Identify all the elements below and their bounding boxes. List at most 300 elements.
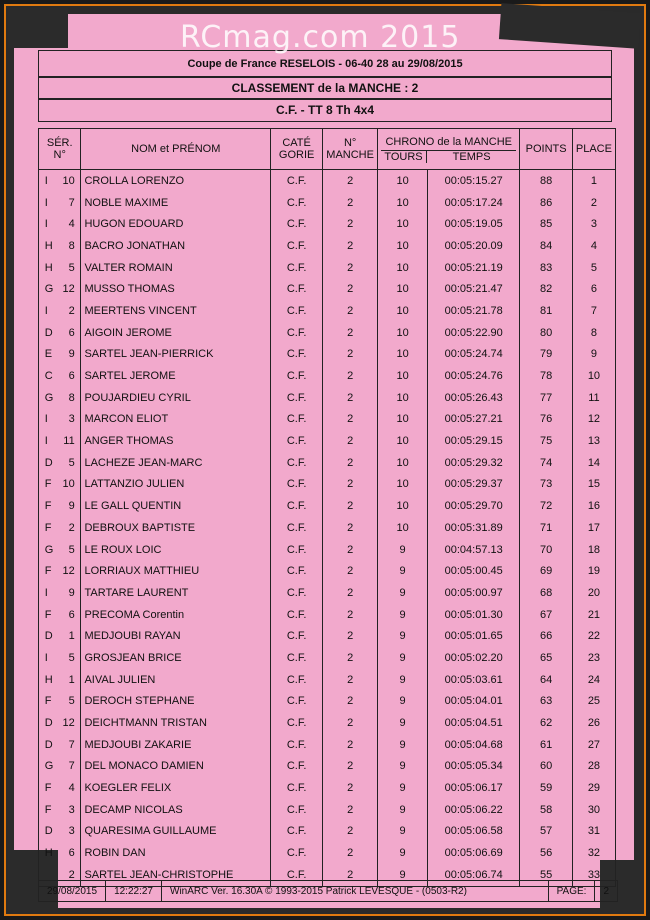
tape-top-left [8, 8, 68, 48]
cell-manche: 2 [323, 213, 378, 235]
cell-temps: 00:05:01.30 [428, 604, 520, 626]
cell-points: 83 [520, 257, 573, 279]
cell-series [39, 322, 81, 344]
cell-cat: C.F. [271, 300, 323, 322]
cell-points: 75 [520, 430, 573, 452]
cell-place: 8 [572, 322, 615, 344]
cell-cat: C.F. [271, 842, 323, 864]
cell-cat: C.F. [271, 452, 323, 474]
cell-series [39, 278, 81, 300]
cell-temps: 00:05:02.20 [428, 647, 520, 669]
series-letter: H [44, 261, 53, 274]
table-row [39, 582, 616, 604]
col-temps: TEMPS [452, 150, 491, 163]
series-number: 8 [68, 239, 75, 252]
cell-manche: 2 [323, 235, 378, 257]
cell-place: 5 [572, 257, 615, 279]
footer-date: 29/08/2015 [39, 881, 106, 901]
cell-points: 66 [520, 625, 573, 647]
table-row [39, 842, 616, 864]
cell-points: 67 [520, 604, 573, 626]
series-letter: I [44, 196, 48, 209]
table-row [39, 344, 616, 366]
cell-temps: 00:05:17.24 [428, 192, 520, 214]
series-letter: D [44, 738, 53, 751]
cell-cat: C.F. [271, 669, 323, 691]
series-letter: D [44, 825, 53, 838]
cell-points: 60 [520, 756, 573, 778]
col-cat: CATÉ GORIE [271, 129, 323, 170]
cell-place: 14 [572, 452, 615, 474]
series-number: 6 [68, 370, 75, 383]
cell-cat: C.F. [271, 539, 323, 561]
table-row [39, 777, 616, 799]
cell-manche: 2 [323, 604, 378, 626]
cell-place: 13 [572, 430, 615, 452]
cell-temps: 00:05:06.69 [428, 842, 520, 864]
cell-tours: 9 [378, 669, 428, 691]
table-row [39, 604, 616, 626]
cell-temps: 00:05:29.32 [428, 452, 520, 474]
cell-series [39, 365, 81, 387]
cell-points: 74 [520, 452, 573, 474]
series-number: 10 [62, 478, 75, 491]
cell-name: AIGOIN JEROME [81, 322, 271, 344]
cell-place: 18 [572, 539, 615, 561]
cell-cat: C.F. [271, 691, 323, 713]
series-letter: F [44, 782, 52, 795]
cell-name: MEDJOUBI RAYAN [81, 625, 271, 647]
cell-temps: 00:05:29.37 [428, 474, 520, 496]
series-letter: I [44, 413, 48, 426]
cell-series [39, 799, 81, 821]
table-row [39, 322, 616, 344]
series-letter: D [44, 717, 53, 730]
category-title: C.F. - TT 8 Th 4x4 [38, 98, 612, 122]
series-letter: F [44, 803, 52, 816]
cell-name: BACRO JONATHAN [81, 235, 271, 257]
cell-name: ANGER THOMAS [81, 430, 271, 452]
cell-points: 73 [520, 474, 573, 496]
cell-name: DECAMP NICOLAS [81, 799, 271, 821]
cell-temps: 00:05:06.17 [428, 777, 520, 799]
cell-temps: 00:05:22.90 [428, 322, 520, 344]
series-letter: D [44, 456, 53, 469]
cell-temps: 00:05:00.97 [428, 582, 520, 604]
cell-manche: 2 [323, 517, 378, 539]
cell-series [39, 582, 81, 604]
cell-place: 19 [572, 560, 615, 582]
cell-series [39, 452, 81, 474]
cell-cat: C.F. [271, 777, 323, 799]
cell-place: 2 [572, 192, 615, 214]
watermark: RCmag.com 2015 [180, 20, 461, 55]
cell-name: SARTEL JEROME [81, 365, 271, 387]
cell-series [39, 625, 81, 647]
cell-manche: 2 [323, 864, 378, 886]
cell-series [39, 842, 81, 864]
cell-manche: 2 [323, 365, 378, 387]
cell-place: 9 [572, 344, 615, 366]
series-letter: F [44, 608, 52, 621]
cell-tours: 10 [378, 300, 428, 322]
series-number: 3 [68, 413, 75, 426]
cell-tours: 10 [378, 322, 428, 344]
cell-place: 33 [572, 864, 615, 886]
cell-series [39, 669, 81, 691]
cell-manche: 2 [323, 821, 378, 843]
series-letter: I [44, 435, 48, 448]
cell-tours: 9 [378, 777, 428, 799]
cell-name: LATTANZIO JULIEN [81, 474, 271, 496]
series-number: 9 [68, 586, 75, 599]
series-letter: G [44, 543, 54, 556]
cell-place: 23 [572, 647, 615, 669]
cell-tours: 10 [378, 430, 428, 452]
series-number: 2 [68, 304, 75, 317]
series-letter: C [44, 370, 53, 383]
cell-points: 59 [520, 777, 573, 799]
cell-series [39, 517, 81, 539]
cell-points: 56 [520, 842, 573, 864]
series-number: 7 [68, 760, 75, 773]
cell-name: POUJARDIEU CYRIL [81, 387, 271, 409]
cell-temps: 00:05:01.65 [428, 625, 520, 647]
col-place: PLACE [572, 129, 615, 170]
cell-tours: 9 [378, 560, 428, 582]
table-row [39, 300, 616, 322]
table-row [39, 517, 616, 539]
cell-cat: C.F. [271, 322, 323, 344]
cell-cat: C.F. [271, 756, 323, 778]
cell-temps: 00:05:24.76 [428, 365, 520, 387]
cell-cat: C.F. [271, 474, 323, 496]
cell-manche: 2 [323, 712, 378, 734]
cell-cat: C.F. [271, 495, 323, 517]
table-row [39, 387, 616, 409]
cell-temps: 00:05:29.70 [428, 495, 520, 517]
cell-name: LACHEZE JEAN-MARC [81, 452, 271, 474]
cell-name: LE ROUX LOIC [81, 539, 271, 561]
table-row [39, 257, 616, 279]
cell-manche: 2 [323, 474, 378, 496]
series-number: 5 [68, 261, 75, 274]
cell-series [39, 734, 81, 756]
series-number: 3 [68, 803, 75, 816]
cell-tours: 9 [378, 799, 428, 821]
col-ser: SÉR. N° [39, 129, 81, 170]
cell-name: DEROCH STEPHANE [81, 691, 271, 713]
cell-tours: 10 [378, 213, 428, 235]
footer [38, 880, 618, 902]
series-letter: I [44, 586, 48, 599]
cell-tours: 10 [378, 344, 428, 366]
cell-place: 30 [572, 799, 615, 821]
series-number: 3 [68, 825, 75, 838]
cell-name: DEICHTMANN TRISTAN [81, 712, 271, 734]
cell-tours: 9 [378, 712, 428, 734]
cell-series [39, 756, 81, 778]
cell-tours: 10 [378, 517, 428, 539]
cell-manche: 2 [323, 192, 378, 214]
event-title: Coupe de France RESELOIS - 06-40 28 au 29/08/2015 [38, 50, 612, 78]
series-letter: F [44, 695, 52, 708]
cell-series [39, 777, 81, 799]
series-number: 10 [62, 174, 75, 187]
cell-tours: 9 [378, 539, 428, 561]
cell-points: 80 [520, 322, 573, 344]
series-letter: F [44, 521, 52, 534]
table-row [39, 495, 616, 517]
cell-series [39, 474, 81, 496]
cell-name: NOBLE MAXIME [81, 192, 271, 214]
table-row [39, 821, 616, 843]
cell-series [39, 344, 81, 366]
series-number: 4 [68, 782, 75, 795]
series-letter: G [44, 760, 54, 773]
cell-manche: 2 [323, 669, 378, 691]
series-number: 6 [68, 847, 75, 860]
cell-cat: C.F. [271, 517, 323, 539]
footer-page-label: PAGE: [549, 881, 596, 901]
cell-place: 17 [572, 517, 615, 539]
series-letter: F [44, 565, 52, 578]
cell-tours: 9 [378, 821, 428, 843]
cell-manche: 2 [323, 842, 378, 864]
cell-cat: C.F. [271, 625, 323, 647]
cell-temps: 00:05:05.34 [428, 756, 520, 778]
series-number: 1 [68, 630, 75, 643]
cell-cat: C.F. [271, 712, 323, 734]
series-number: 7 [68, 738, 75, 751]
cell-tours: 10 [378, 409, 428, 431]
series-letter: D [44, 630, 53, 643]
cell-points: 85 [520, 213, 573, 235]
table-row [39, 235, 616, 257]
cell-tours: 9 [378, 864, 428, 886]
series-number: 12 [62, 717, 75, 730]
series-number: 5 [68, 456, 75, 469]
cell-series [39, 170, 81, 192]
cell-place: 28 [572, 756, 615, 778]
cell-cat: C.F. [271, 604, 323, 626]
cell-name: CROLLA LORENZO [81, 170, 271, 192]
cell-cat: C.F. [271, 170, 323, 192]
cell-place: 25 [572, 691, 615, 713]
cell-manche: 2 [323, 625, 378, 647]
cell-points: 68 [520, 582, 573, 604]
cell-manche: 2 [323, 756, 378, 778]
cell-name: AIVAL JULIEN [81, 669, 271, 691]
cell-series [39, 691, 81, 713]
cell-temps: 00:05:21.47 [428, 278, 520, 300]
series-number: 2 [68, 868, 75, 881]
cell-temps: 00:05:21.78 [428, 300, 520, 322]
cell-series [39, 235, 81, 257]
cell-tours: 9 [378, 625, 428, 647]
cell-place: 20 [572, 582, 615, 604]
cell-points: 78 [520, 365, 573, 387]
cell-manche: 2 [323, 257, 378, 279]
cell-name: MEDJOUBI ZAKARIE [81, 734, 271, 756]
table-row [39, 409, 616, 431]
cell-points: 77 [520, 387, 573, 409]
cell-tours: 10 [378, 257, 428, 279]
cell-cat: C.F. [271, 278, 323, 300]
series-letter: H [44, 673, 53, 686]
cell-place: 24 [572, 669, 615, 691]
cell-temps: 00:05:06.74 [428, 864, 520, 886]
table-row [39, 170, 616, 192]
cell-place: 21 [572, 604, 615, 626]
cell-name: GROSJEAN BRICE [81, 647, 271, 669]
cell-manche: 2 [323, 777, 378, 799]
cell-place: 26 [572, 712, 615, 734]
table-row [39, 734, 616, 756]
cell-place: 6 [572, 278, 615, 300]
series-number: 1 [68, 673, 75, 686]
cell-temps: 00:04:57.13 [428, 539, 520, 561]
cell-cat: C.F. [271, 734, 323, 756]
cell-place: 27 [572, 734, 615, 756]
cell-tours: 9 [378, 604, 428, 626]
table-row [39, 365, 616, 387]
cell-points: 69 [520, 560, 573, 582]
series-letter: E [44, 348, 53, 361]
cell-cat: C.F. [271, 582, 323, 604]
cell-cat: C.F. [271, 409, 323, 431]
cell-manche: 2 [323, 300, 378, 322]
cell-manche: 2 [323, 560, 378, 582]
cell-manche: 2 [323, 452, 378, 474]
cell-place: 32 [572, 842, 615, 864]
series-number: 7 [68, 196, 75, 209]
cell-series [39, 257, 81, 279]
cell-temps: 00:05:24.74 [428, 344, 520, 366]
cell-tours: 10 [378, 278, 428, 300]
series-number: 6 [68, 608, 75, 621]
cell-series [39, 430, 81, 452]
cell-series [39, 409, 81, 431]
cell-cat: C.F. [271, 799, 323, 821]
cell-tours: 10 [378, 192, 428, 214]
cell-place: 12 [572, 409, 615, 431]
cell-manche: 2 [323, 387, 378, 409]
cell-series [39, 387, 81, 409]
cell-points: 86 [520, 192, 573, 214]
cell-manche: 2 [323, 647, 378, 669]
cell-manche: 2 [323, 691, 378, 713]
col-chrono-title: CHRONO de la MANCHE [381, 136, 516, 151]
cell-temps: 00:05:04.01 [428, 691, 520, 713]
cell-tours: 10 [378, 387, 428, 409]
cell-cat: C.F. [271, 647, 323, 669]
cell-temps: 00:05:04.68 [428, 734, 520, 756]
results-table [38, 128, 616, 887]
cell-name: PRECOMA Corentin [81, 604, 271, 626]
cell-temps: 00:05:19.05 [428, 213, 520, 235]
cell-points: 64 [520, 669, 573, 691]
cell-place: 7 [572, 300, 615, 322]
cell-cat: C.F. [271, 192, 323, 214]
cell-manche: 2 [323, 344, 378, 366]
cell-tours: 10 [378, 235, 428, 257]
cell-points: 79 [520, 344, 573, 366]
cell-manche: 2 [323, 430, 378, 452]
footer-page: 2 [603, 885, 609, 897]
cell-place: 1 [572, 170, 615, 192]
col-chrono [378, 129, 520, 170]
cell-temps: 00:05:31.89 [428, 517, 520, 539]
cell-series [39, 712, 81, 734]
series-number: 2 [68, 521, 75, 534]
cell-place: 3 [572, 213, 615, 235]
cell-place: 22 [572, 625, 615, 647]
cell-temps: 00:05:06.58 [428, 821, 520, 843]
table-row [39, 430, 616, 452]
series-number: 6 [68, 326, 75, 339]
table-row [39, 539, 616, 561]
cell-name: MUSSO THOMAS [81, 278, 271, 300]
cell-cat: C.F. [271, 213, 323, 235]
table-row [39, 669, 616, 691]
series-letter: G [44, 391, 54, 404]
series-letter: H [44, 847, 53, 860]
series-number: 5 [68, 651, 75, 664]
col-tours: TOURS [381, 151, 427, 163]
table-row [39, 560, 616, 582]
table-row [39, 278, 616, 300]
cell-manche: 2 [323, 170, 378, 192]
cell-tours: 9 [378, 734, 428, 756]
series-number: 11 [63, 435, 75, 448]
cell-temps: 00:05:27.21 [428, 409, 520, 431]
cell-cat: C.F. [271, 387, 323, 409]
cell-cat: C.F. [271, 235, 323, 257]
series-letter: I [44, 174, 48, 187]
table-row [39, 712, 616, 734]
cell-tours: 9 [378, 756, 428, 778]
cell-series [39, 560, 81, 582]
cell-points: 72 [520, 495, 573, 517]
cell-manche: 2 [323, 409, 378, 431]
series-letter: F [44, 478, 52, 491]
cell-tours: 10 [378, 170, 428, 192]
cell-points: 65 [520, 647, 573, 669]
cell-points: 58 [520, 799, 573, 821]
cell-manche: 2 [323, 799, 378, 821]
cell-points: 76 [520, 409, 573, 431]
cell-name: MARCON ELIOT [81, 409, 271, 431]
table-row [39, 647, 616, 669]
cell-cat: C.F. [271, 344, 323, 366]
cell-points: 88 [520, 170, 573, 192]
classement-title: CLASSEMENT de la MANCHE : 2 [38, 76, 612, 100]
series-number: 12 [62, 565, 75, 578]
cell-name: DEBROUX BAPTISTE [81, 517, 271, 539]
cell-cat: C.F. [271, 257, 323, 279]
cell-series [39, 539, 81, 561]
series-number: 8 [68, 391, 75, 404]
col-name: NOM et PRÉNOM [81, 129, 271, 170]
cell-name: MEERTENS VINCENT [81, 300, 271, 322]
series-letter: G [44, 283, 54, 296]
cell-temps: 00:05:04.51 [428, 712, 520, 734]
series-number: 9 [68, 500, 75, 513]
cell-cat: C.F. [271, 560, 323, 582]
cell-name: LORRIAUX MATTHIEU [81, 560, 271, 582]
cell-place: 11 [572, 387, 615, 409]
